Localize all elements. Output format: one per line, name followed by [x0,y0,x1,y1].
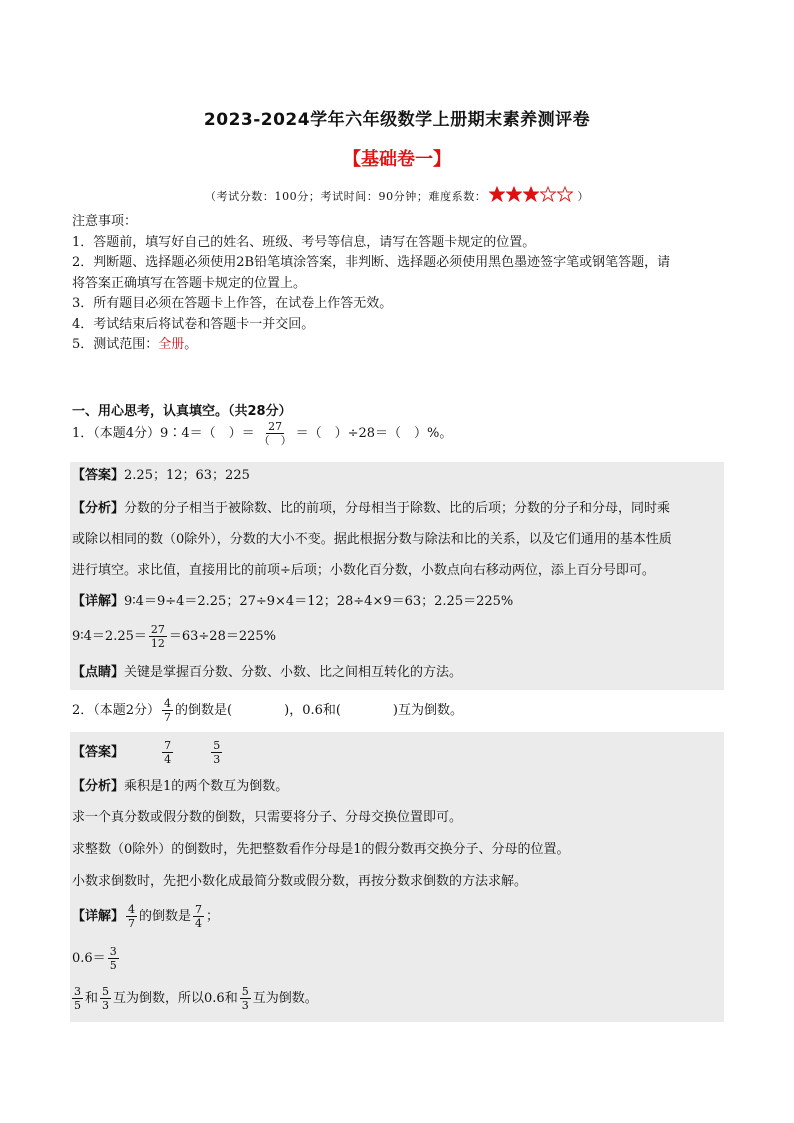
detail-text: ； [206,909,220,924]
fraction-numerator: 27 [150,623,165,636]
detail-text: 互为倒数。 [252,991,318,1006]
question-text: ＝（ ）÷28＝（ ）%。 [295,426,453,441]
fraction [211,739,222,766]
analysis-row [72,498,720,520]
fraction [257,420,294,447]
analysis-row: 求一个真分数或假分数的倒数，只需要将分子、分母交换位置即可。 [72,810,463,825]
detail-row [72,622,720,652]
fraction-numerator: 5 [102,985,110,998]
filled-star-icon [523,186,539,202]
point-row [72,662,720,684]
empty-star-icon [540,186,556,202]
exam-info-text: （考试分数：100分；考试时间：90分钟；难度系数： [204,190,487,203]
fraction-numerator: 27 [268,420,283,433]
detail-text: 和 [85,991,99,1006]
detail-text: 9∶4＝2.25＝ [72,629,147,644]
empty-star-icon [557,186,573,202]
note-text: 5．测试范围： [72,337,159,352]
section-heading: 一、用心思考，认真填空。（共28分） [72,404,292,419]
note-item: 4．考试结束后将试卷和答题卡一并交回。 [72,316,315,332]
detail-label: 【详解】 [72,594,125,609]
detail-row [72,591,720,613]
fraction-denominator: 7 [128,917,136,930]
detail-label: 【详解】 [72,909,125,924]
fraction [162,697,173,724]
question-text: 的倒数是( )，0.6和( )互为倒数。 [175,703,464,718]
answer-text: 2.25；12；63；225 [124,468,250,483]
detail-text: ＝63÷28＝225% [168,629,277,644]
fraction-numerator: 3 [109,945,117,958]
note-item: 1．答题前，填写好自己的姓名、班级、考号等信息，请写在答题卡规定的位置。 [72,234,536,250]
fraction [162,739,173,766]
analysis-row: 小数求倒数时，先把小数化成最简分数或假分数，再按分数求倒数的方法求解。 [72,874,528,889]
note-text: 。 [184,337,198,352]
fraction-numerator: 7 [195,903,203,916]
analysis-row [72,776,720,798]
detail-row [72,982,720,1016]
q1-solution-block [70,462,724,690]
notes [72,212,732,356]
fraction-numerator: 5 [213,739,221,752]
test-scope: 全册 [158,337,185,352]
notes-heading: 注意事项： [72,214,138,229]
filled-star-icon [506,186,522,202]
fraction [193,903,204,930]
page-title: 2023-2024学年六年级数学上册期末素养测评卷 [203,110,591,130]
detail-text: 的倒数是 [139,909,192,924]
answer-label: 【答案】 [72,745,125,760]
note-item: 将答案正确填写在答题卡规定的位置上。 [72,275,307,291]
fraction [240,985,251,1012]
question-text: 2．（本题2分） [72,703,161,718]
point-text: 关键是掌握百分数、分数、小数、比之间相互转化的方法。 [124,665,463,680]
fraction-denominator: 3 [241,999,249,1012]
answer-row [72,736,720,770]
point-label: 【点睛】 [72,665,125,680]
analysis-text: 乘积是1的两个数互为倒数。 [124,779,289,794]
fraction-denominator: 3 [213,753,221,766]
note-item: 2．判断题、选择题必须使用2B铅笔填涂答案，非判断、选择题必须使用黑色墨迹签字笔或钢笔答题，请 [72,255,671,270]
detail-text: 0.6＝ [72,951,106,966]
fraction-numerator: 3 [74,985,81,998]
fraction-denominator: 4 [195,917,203,930]
detail-row [72,900,720,934]
exam-info [0,186,794,205]
fraction-numerator: 4 [164,697,172,710]
analysis-text: 分数的分子相当于被除数、比的前项，分母相当于除数、比的后项；分数的分子和分母，同时乘 [124,501,671,516]
question-2-stem [72,694,463,728]
fraction [149,623,167,650]
answer-row [72,465,720,487]
analysis-label: 【分析】 [72,779,125,794]
detail-text: 互为倒数，所以0.6和 [113,991,238,1006]
fraction-denominator: （ ） [258,434,292,447]
fraction-denominator: 12 [150,637,165,650]
detail-row [72,942,720,976]
fraction-denominator: 5 [109,959,117,972]
fraction-denominator: 3 [102,999,110,1012]
note-item: 3．所有题目必须在答题卡上作答，在试卷上作答无效。 [72,296,393,311]
fraction-denominator: 7 [164,711,172,724]
question-text: 1．（本题4分）9∶4＝（ ）＝ [72,426,255,441]
fraction-numerator: 7 [164,739,172,752]
answer-label: 【答案】 [72,468,125,483]
fraction-denominator: 4 [164,753,172,766]
analysis-row: 求整数（0除外）的倒数时，先把整数看作分母是1的假分数再交换分子、分母的位置。 [72,842,570,857]
filled-star-icon [489,186,505,202]
fraction-denominator: 5 [74,999,81,1012]
fraction [100,985,111,1012]
exam-info-close: ） [577,190,590,203]
question-1-stem [72,420,452,447]
difficulty-stars [489,186,574,205]
fraction-numerator: 4 [128,903,136,916]
fraction-numerator: 5 [241,985,249,998]
fraction [72,985,83,1012]
analysis-label: 【分析】 [72,501,125,516]
detail-text: 9∶4＝9÷4＝2.25；27÷9×4＝12；28÷4×9＝63；2.25＝225% [124,594,514,609]
analysis-row: 进行填空。求比值，直接用比的前项÷后项；小数化百分数，小数点向右移动两位，添上百分号即可。 [72,563,655,578]
q2-solution-block [70,732,724,1022]
analysis-row: 或除以相同的数（0除外），分数的大小不变。据此根据分数与除法和比的关系，以及它们通用的基本性质 [72,532,672,547]
fraction [108,945,119,972]
note-item [72,335,732,356]
paper-subtitle: 【基础卷一】 [343,149,451,170]
fraction [126,903,137,930]
